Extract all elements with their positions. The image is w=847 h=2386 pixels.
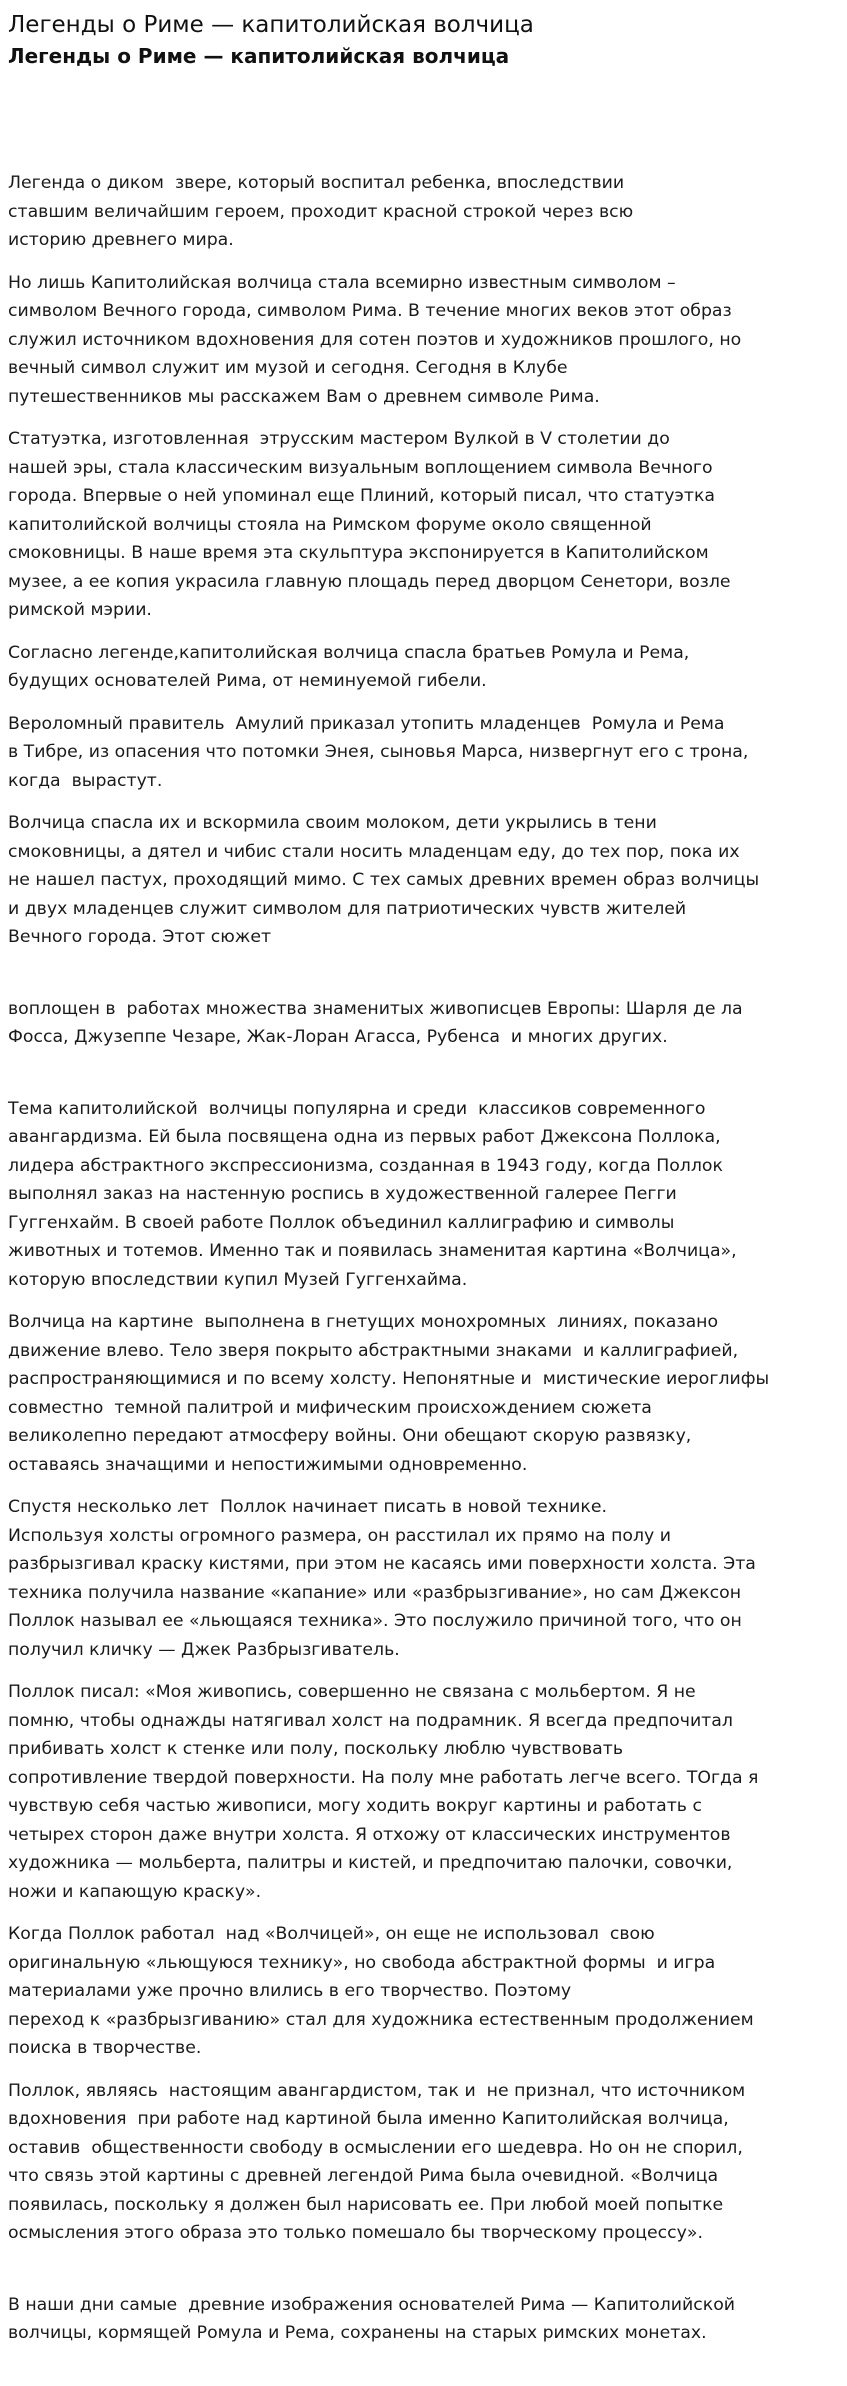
- article-paragraph: Когда Поллок работал над «Волчицей», он еще не использовал свою оригинальную «льющуюся технику», но свобода абстрактной формы и игра материалами уже прочно влились в его творчество. Поэтому переход к «разбрызгиванию» стал для художника естественным продолжением поиска в творчестве.: [8, 1924, 754, 2058]
- article-paragraph: Поллок, являясь настоящим авангардистом, так и не признал, что источником вдохновения при работе над картиной была именно Капитолийская волчица, оставив общественности свободу в осмыслении его шедевра. Но он не спорил, что связь этой картины с древней легендой Рима была очевидной. «Волчица появилась, поскольку я должен был нарисовать ее. При любой моей попытке осмысления этого образа это только помешало бы творческому процессу».: [8, 2080, 746, 2243]
- article-paragraph: Спустя несколько лет Поллок начинает писать в новой технике. Используя холсты огромного размера, он расстилал их прямо на полу и разбрызгивал краску кистями, при этом не касаясь ими поверхности холста. Эта техника получила название «капание» или «разбрызгивание», но сам Джексон Поллок называл ее «льющаяся техника». Это послужило причиной того, что он получил кличку — Джек Разбрызгиватель.: [8, 1497, 756, 1660]
- article-paragraph: Вероломный правитель Амулий приказал утопить младенцев Ромула и Рема в Тибре, из опасения что потомки Энея, сыновья Марса, низвергнут его с трона, когда вырастут.: [8, 713, 749, 791]
- article-paragraph: Но лишь Капитолийская волчица стала всемирно известным символом – символом Вечного города, символом Рима. В течение многих веков этот образ служил источником вдохновения для сотен поэтов и художников прошлого, но вечный символ служит им музой и сегодня. Сегодня в Клубе путешественников мы расскажем Вам о древнем символе Рима.: [8, 272, 742, 407]
- article-paragraph: воплощен в работах множества знаменитых живописцев Европы: Шарля де ла Фосса, Джузеппе Чезаре, Жак-Лоран Агасса, Рубенса и многих других.: [8, 998, 743, 1047]
- article-paragraph: Статуэтка, изготовленная этрусским мастером Вулкой в V столетии до нашей эры, стала классическим визуальным воплощением символа Вечного города. Впервые о ней упоминал еще Плиний, который писал, что статуэтка капитолийской волчицы стояла на Римском форуме около священной смоковницы. В наше время эта скульптура экспонируется в Капитолийском музее, а ее копия украсила главную площадь перед дворцом Сенетори, возле римской мэрии.: [8, 429, 731, 620]
- article-body: [8, 169, 839, 2348]
- article-paragraph: Поллок писал: «Моя живопись, совершенно не связана с мольбертом. Я не помню, чтобы однажды натягивал холст на подрамник. Я всегда предпочитал прибивать холст к стенке или полу, поскольку люблю чувствовать сопротивление твердой поверхности. На полу мне работать легче всего. ТОгда я чувствую себя частью живописи, могу ходить вокруг картины и работать с четырех сторон даже внутри холста. Я отхожу от классических инструментов художника — мольберта, палитры и кистей, и предпочитаю палочки, совочки, ножи и капающую краску».: [8, 1682, 759, 1902]
- article-paragraph: Легенда о диком звере, который воспитал ребенка, впоследствии ставшим величайшим героем, проходит красной строкой через всю историю древнего мира.: [8, 173, 634, 250]
- page-title: Легенды о Риме — капитолийская волчица: [8, 12, 534, 38]
- article-paragraph: В наши дни самые древние изображения основателей Рима — Капитолийской волчицы, кормящей Ромула и Рема, сохранены на старых римских монетах.: [8, 2294, 736, 2343]
- article-paragraph: Волчица спасла их и вскормила своим молоком, дети укрылись в тени смоковницы, а дятел и чибис стали носить младенцам еду, до тех пор, пока их не нашел пастух, проходящий мимо. С тех самых древних времен образ волчицы и двух младенцев служит символом для патриотических чувств жителей Вечного города. Этот сюжет: [8, 813, 760, 947]
- article-paragraph: Тема капитолийской волчицы популярна и среди классиков современного авангардизма. Ей была посвящена одна из первых работ Джексона Поллока, лидера абстрактного экспрессионизма, созданная в 1943 году, когда Поллок выполнял заказ на настенную роспись в художественной галерее Пегги Гуггенхайм. В своей работе Поллок объединил каллиграфию и символы животных и тотемов. Именно так и появилась знаменитая картина «Волчица», которую впоследствии купил Музей Гуггенхайма.: [8, 1098, 737, 1290]
- article-paragraph: Согласно легенде,капитолийская волчица спасла братьев Ромула и Рема, будущих основателей Рима, от неминуемой гибели.: [8, 642, 690, 691]
- article-heading: Легенды о Риме — капитолийская волчица: [8, 44, 510, 68]
- article-paragraph: Волчица на картине выполнена в гнетущих монохромных линиях, показано движение влево. Тело зверя покрыто абстрактными знаками и каллиграфией, распространяющимися и по всему холсту. Непонятные и мистические иероглифы совместно темной палитрой и мифическим происхождением сюжета великолепно передают атмосферу войны. Они обещают скорую развязку, оставаясь значащими и непостижимыми одновременно.: [8, 1312, 770, 1475]
